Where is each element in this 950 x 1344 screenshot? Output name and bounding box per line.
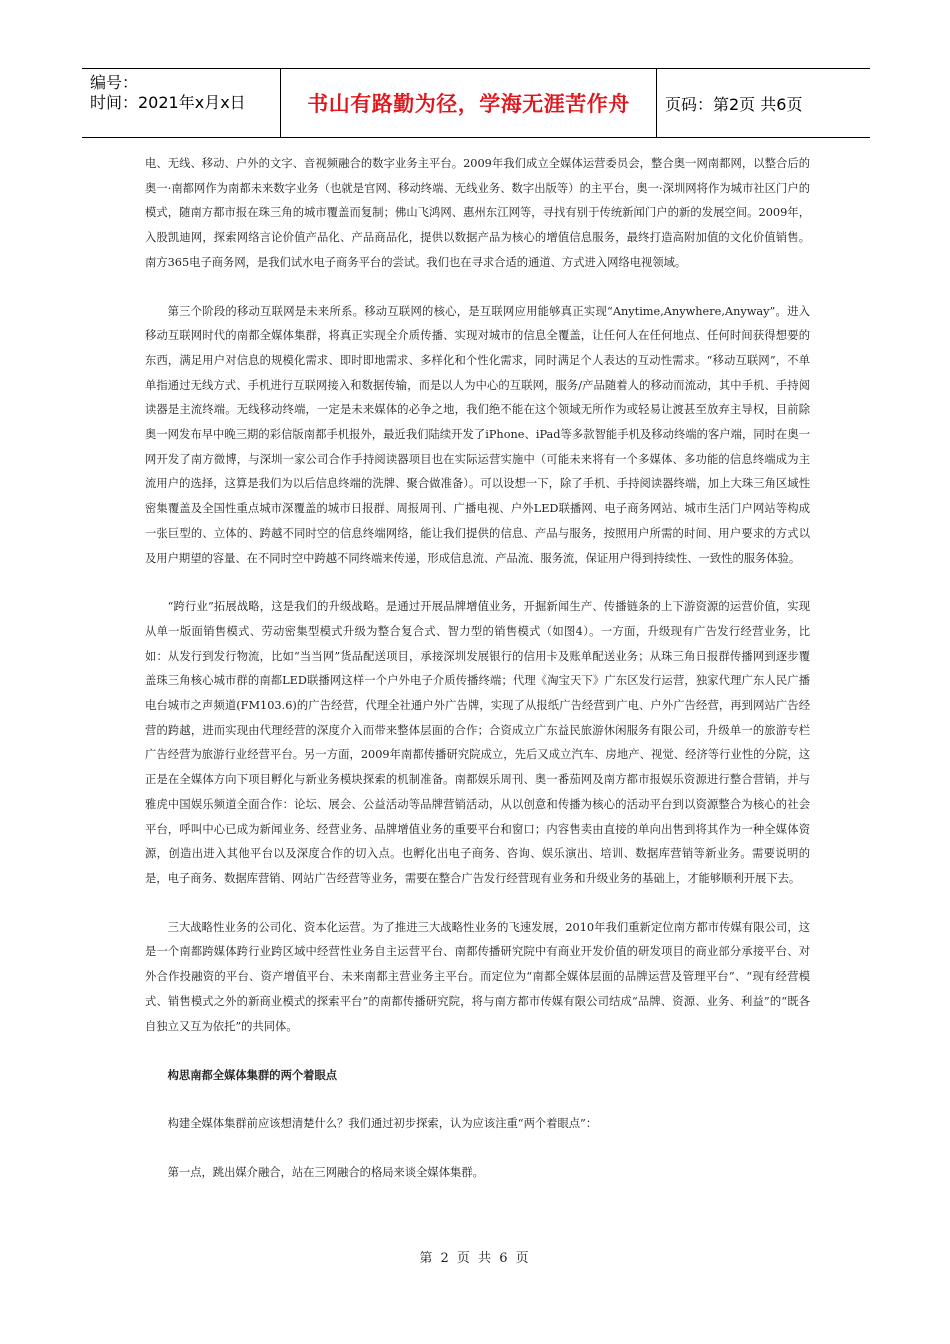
header-motto: 书山有路勤为径，学海无涯苦作舟 [281, 69, 657, 137]
paragraph: “跨行业”拓展战略，这是我们的升级战略。是通过开展品牌增值业务，开掘新闻生产、传播链条的上下游资源的运营价值，实现从单一版面销售模式、劳动密集型模式升级为整合复合式、智力型的销售模式（如图4）。一方面，升级现有广告发行经营业务，比如：从发行到发行物流，比如“当当网”货品配送项目，承接深圳发展银行的信用卡及账单配送业务；从珠三角日报群传播网到逐步覆盖珠三角核心城市群的南都LED联播网这样一个户外电子介质传播终端；代理《淘宝天下》广东区发行运营，独家代理广东人民广播电台城市之声频道(FM103.6)的广告经营，代理全社通户外广告牌，实现了从报纸广告经营到广电、户外广告经营，再到网站广告经营的跨越，进而实现由代理经营的深度介入而带来整体层面的合作；合资成立广东益民旅游休闲服务有限公司，升级单一的旅游专栏广告经营为旅游行业经营平台。另一方面，2009年南都传播研究院成立，先后又成立汽车、房地产、视觉、经济等行业性的分院，这正是在全媒体方向下项目孵化与新业务模块探索的机制准备。南都娱乐周刊、奥一番茄网及南方都市报娱乐资源进行整合营销，并与雅虎中国娱乐频道全面合作：论坛、展会、公益活动等品牌营销活动，从以创意和传播为核心的活动平台到以资源整合为核心的社会平台，呼叫中心已成为新闻业务、经营业务、品牌增值业务的重要平台和窗口；内容售卖由直接的单向出售到将其作为一种全媒体资源，创造出进入其他平台以及深度合作的切入点。也孵化出电子商务、咨询、娱乐演出、培训、数据库营销等新业务。需要说明的是，电子商务、数据库营销、网站广告经营等业务，需要在整合广告发行经营现有业务和升级业务的基础上，才能够顺利开展下去。 [145, 600, 810, 885]
page-footer: 第 2 页 共 6 页 [419, 1251, 531, 1266]
paragraph: 第一点，跳出媒介融合，站在三网融合的格局来谈全媒体集群。 [167, 1165, 484, 1179]
page-header [82, 68, 870, 138]
paragraph: 第三个阶段的移动互联网是未来所系。移动互联网的核心，是互联网应用能够真正实现“Anytime,Anywhere,Anyway”。进入移动互联网时代的南都全媒体集群，将真正实现全介质传播、实现对城市的信息全覆盖，让任何人在任何地点、任何时间获得想要的东西，满足用户对信息的规模化需求、即时即地需求、多样化和个性化需求，同时满足个人表达的互动性需求。“移动互联网”，不单单指通过无线方式、手机进行互联网接入和数据传输，而是以人为中心的互联网，服务/产品随着人的移动而流动，其中手机、手持阅读器是主流终端。无线移动终端，一定是未来媒体的必争之地，我们绝不能在这个领域无所作为或轻易让渡甚至放弃主导权，目前除奥一网发布早中晚三期的彩信版南都手机报外，最近我们陆续开发了iPhone、iPad等多款智能手机及移动终端的客户端，同时在奥一网开发了南方微博，与深圳一家公司合作手持阅读器项目也在实际运营实施中（可能未来将有一个多媒体、多功能的信息终端成为主流用户的选择，这算是我们为以后信息终端的洗牌、聚合做准备）。可以设想一下，除了手机、手持阅读器终端，加上大珠三角区域性密集覆盖及全国性重点城市深覆盖的城市日报群、周报周刊、广播电视、户外LED联播网、电子商务网站、城市生活门户网站等构成一张巨型的、立体的、跨越不同时空的信息终端网络，能让我们提供的信息、产品与服务，按照用户所需的时间、用户要求的方式以及用户期望的容量、在不同时空中跨越不同终端来传递，形成信息流、产品流、服务流，保证用户得到持续性、一致性的服务体验。 [145, 304, 810, 565]
header-meta [82, 69, 281, 137]
paragraph: 构建全媒体集群前应该想清楚什么？我们通过初步探索，认为应该注重“两个着眼点”： [167, 1116, 598, 1130]
paragraph: 三大战略性业务的公司化、资本化运营。为了推进三大战略性业务的飞速发展，2010年我们重新定位南方都市传媒有限公司，这是一个南都跨媒体跨行业跨区域中经营性业务自主运营平台、南都传播研究院中有商业开发价值的研发项目的商业部分承接平台、对外合作投融资的平台、资产增值平台、未来南都主营业务主平台。而定位为“南都全媒体层面的品牌运营及管理平台”、“现有经营模式、销售模式之外的新商业模式的探索平台”的南都传播研究院，将与南方都市传媒有限公司结成“品牌、资源、业务、利益”的“既各自独立又互为依托”的共同体。 [145, 920, 810, 1033]
time-label: 时间：2021年x月x日 [90, 93, 246, 112]
header-page-label: 页码：第2页 共6页 [665, 94, 803, 114]
number-label: 编号： [90, 73, 139, 92]
paragraph: 电、无线、移动、户外的文字、音视频融合的数字业务主平台。2009年我们成立全媒体运营委员会，整合奥一网南都网，以整合后的奥一·南都网作为南都未来数字业务（也就是官网、移动终端、无线业务、数字出版等）的主平台，奥一·深圳网将作为城市社区门户的模式，随南方都市报在珠三角的城市覆盖而复制；佛山飞鸿网、惠州东江网等，寻找有别于传统新闻门户的新的发展空间。2009年，入股凯迪网，探索网络言论价值产品化、产品商品化，提供以数据产品为核心的增值信息服务，最终打造高附加值的文化价值销售。南方365电子商务网，是我们试水电子商务平台的尝试。我们也在寻求合适的通道、方式进入网络电视领域。 [145, 157, 810, 269]
section-heading: 构思南都全媒体集群的两个着眼点 [167, 1068, 338, 1083]
document-body [145, 152, 810, 1185]
